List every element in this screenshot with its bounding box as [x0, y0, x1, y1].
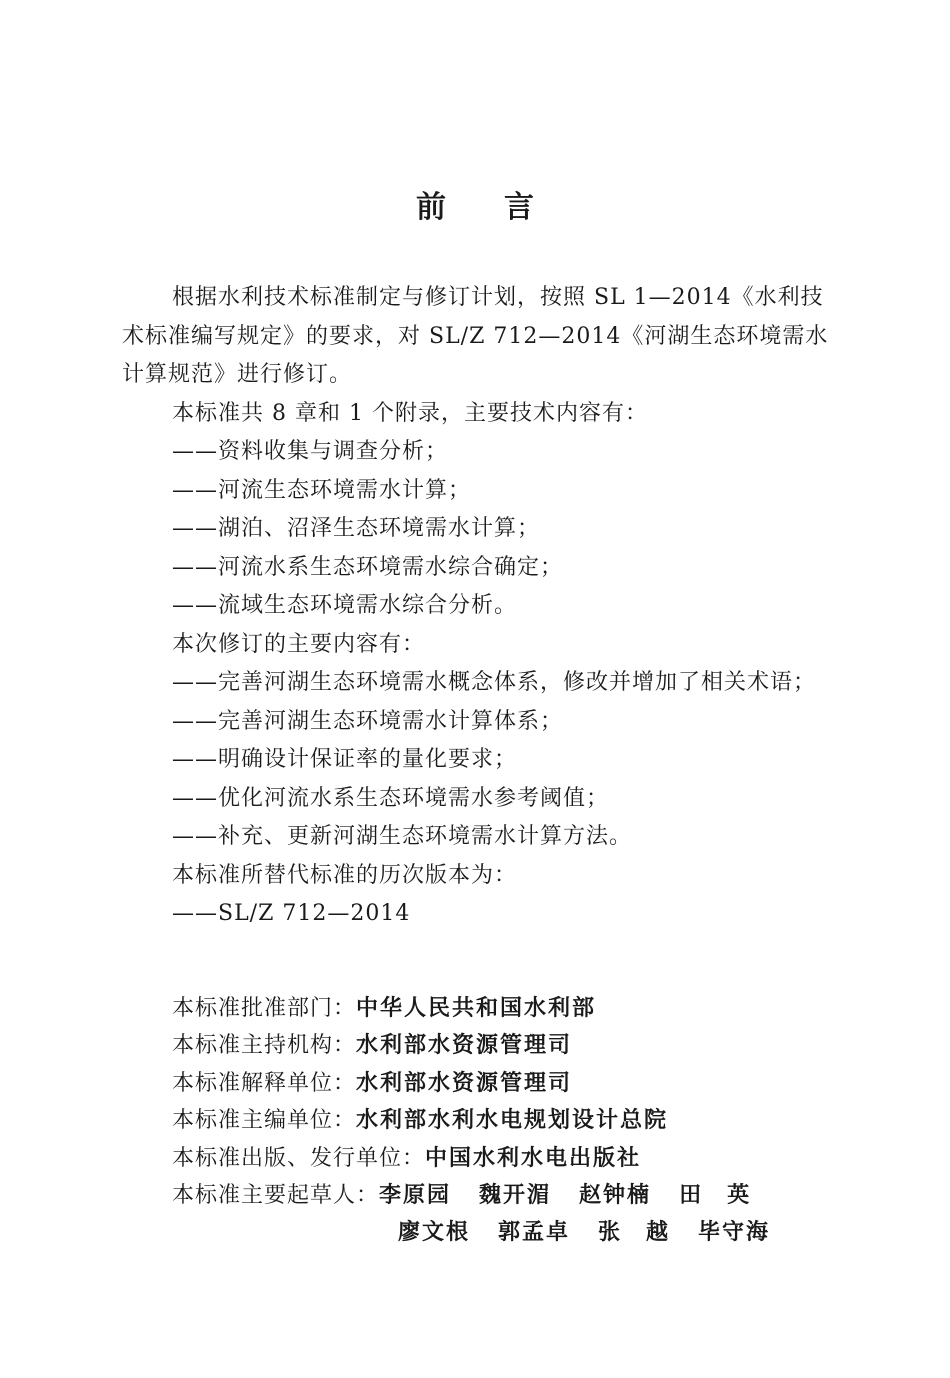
- drafters-row: [172, 1177, 792, 1214]
- drafter-name: 张 越: [598, 1220, 671, 1246]
- revision-item: ——明确设计保证率的量化要求；: [172, 747, 518, 772]
- interpret-label: 本标准解释单位：: [172, 1070, 357, 1096]
- drafter-name: 田 英: [679, 1183, 752, 1209]
- approval-row: [172, 990, 792, 1027]
- content-item: ——湖泊、沼泽生态环境需水计算；: [172, 516, 541, 541]
- content-item: ——河流水系生态环境需水综合确定；: [172, 554, 564, 580]
- host-label: 本标准主持机构：: [172, 1033, 357, 1059]
- structure-lead: 本标准共 8 章和 1 个附录，主要技术内容有：: [172, 400, 648, 426]
- drafter-name: 李原园: [379, 1183, 452, 1209]
- content-item: ——资料收集与调查分析；: [172, 439, 449, 464]
- editor-value: 水利部水利水电规划设计总院: [356, 1108, 669, 1134]
- drafters-label: 本标准主要起草人：: [172, 1183, 380, 1209]
- revision-item: ——完善河湖生态环境需水概念体系，修改并增加了相关术语；: [172, 670, 817, 695]
- revision-item: ——完善河湖生态环境需水计算体系；: [172, 708, 564, 734]
- drafter-name: 赵钟楠: [579, 1183, 652, 1209]
- publisher-value: 中国水利水电出版社: [425, 1145, 642, 1171]
- editor-row: [172, 1102, 792, 1139]
- replaced-item: ——SL/Z 712—2014: [172, 901, 411, 926]
- approval-value: 中华人民共和国水利部: [356, 996, 597, 1021]
- interpret-row: [172, 1065, 792, 1102]
- title-char-2: 言: [504, 190, 534, 225]
- host-row: [172, 1027, 792, 1064]
- title-char-1: 前: [416, 190, 446, 225]
- standard-metadata: [172, 990, 792, 1252]
- approval-label: 本标准批准部门：: [172, 996, 357, 1021]
- content-item: ——流域生态环境需水综合分析。: [172, 593, 518, 618]
- drafters-line-2: [172, 1214, 792, 1251]
- revision-lead: 本次修订的主要内容有：: [172, 631, 426, 657]
- editor-label: 本标准主编单位：: [172, 1108, 357, 1134]
- drafter-name: 魏开湄: [479, 1183, 552, 1209]
- drafter-name: 郭孟卓: [498, 1220, 571, 1246]
- drafter-name: 廖文根: [398, 1220, 471, 1246]
- drafter-name: 毕守海: [698, 1220, 771, 1246]
- intro-paragraph: 根据水利技术标准制定与修订计划，按照 SL 1—2014《水利技术标准编写规定》的要求，对 SL/Z 712—2014《河湖生态环境需水计算规范》进行修订。: [122, 285, 829, 387]
- host-value: 水利部水资源管理司: [356, 1033, 573, 1059]
- drafters-line-2-names: [398, 1214, 798, 1251]
- interpret-value: 水利部水资源管理司: [356, 1070, 573, 1096]
- preface-body: [122, 279, 832, 934]
- revision-item: ——优化河流水系生态环境需水参考阈值；: [172, 785, 610, 811]
- page-title: [0, 182, 950, 226]
- revision-item: ——补充、更新河湖生态环境需水计算方法。: [172, 824, 633, 849]
- publisher-label: 本标准出版、发行单位：: [172, 1145, 426, 1171]
- content-item: ——河流生态环境需水计算；: [172, 477, 472, 503]
- publisher-row: [172, 1140, 792, 1177]
- replaced-lead: 本标准所替代标准的历次版本为：: [172, 862, 518, 888]
- drafters-line-1: [379, 1177, 779, 1214]
